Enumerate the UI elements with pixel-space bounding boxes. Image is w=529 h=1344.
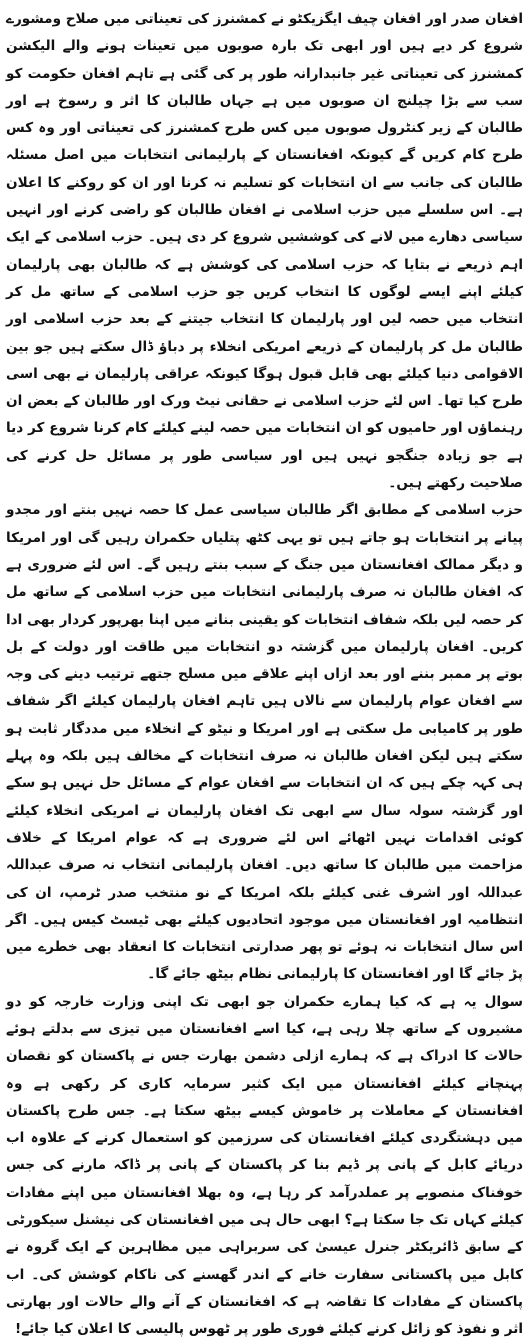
article-body: [6, 6, 523, 1344]
article-paragraph-2: حزب اسلامی کے مطابق اگر طالبان سیاسی عمل کا حصہ نہیں بنتے اور مجدو پیانے پر انتخابات ہو جاتے ہیں تو یہی کٹھ پتلیاں حکمران رہیں گی اور امریکا و دیگر ممالک افغانستان میں جنگ کے سبب بنتے رہیں گے۔ اس لئے ضروری ہے کہ افغان طالبان نہ صرف پارلیمانی انتخابات میں حزب اسلامی کے ساتھ مل کر حصہ لیں بلکہ شفاف انتخابات کو یقینی بنانے میں اپنا بھرپور کردار بھی ادا کریں۔ افغان پارلیمان میں گزشتہ دو انتخابات میں طاقت اور دولت کے بل بوتے پر ممبر بننے اور بعد ازاں اپنے علاقے میں مسلح جتھے ترتیب دینے کی وجہ سے افغان عوام پارلیمان سے نالاں ہیں تاہم افغان پارلیمان کیلئے اگر شفاف طور پر کامیابی مل سکتی ہے اور امریکا و نیٹو کے انخلاء میں مددگار ثابت ہو سکتے ہیں لیکن افغان طالبان نہ صرف انتخابات کے مخالف ہیں بلکہ وہ پہلے ہی کہہ چکے ہیں کہ ان انتخابات سے افغان عوام کے مسائل حل نہیں ہو سکے اور گزشتہ سولہ سال سے ابھی تک افغان پارلیمان نے امریکی انخلاء کیلئے کوئی اقدامات نہیں اٹھائے اس لئے ضروری ہے کہ عوام امریکا کے خلاف مزاحمت میں طالبان کا ساتھ دیں۔ افغان پارلیمانی انتخاب نہ صرف عبداللہ عبداللہ اور اشرف غنی کیلئے بلکہ امریکا کے نو منتخب صدر ٹرمپ، ان کی انتظامیہ اور افغانستان میں موجود اتحادیوں کیلئے بھی ٹیسٹ کیس ہیں۔ اگر اس سال انتخابات نہ ہوئے تو پھر صدارتی انتخابات کا انعقاد بھی خطرے میں پڑ جائے گا اور افغانستان کا پارلیمانی نظام بیٹھ جائے گا۔: [6, 502, 523, 983]
article-paragraph-3: سوال یہ ہے کہ کیا ہمارے حکمران جو ابھی تک اپنی وزارت خارجہ کو دو مشیروں کے ساتھ چلا رہی ہے، کیا اسے افغانستان میں تیزی سے بدلتے ہوئے حالات کا ادراک ہے کہ ہمارے ازلی دشمن بھارت جس نے پاکستان کو نقصان پہنچانے کیلئے افغانستان میں ایک کثیر سرمایہ کاری کر رکھی ہے وہ افغانستان کے معاملات پر خاموش کیسے بیٹھ سکتا ہے۔ جس طرح پاکستان میں دہشتگردی کیلئے افغانستان کی سرزمین کو استعمال کرنے کے علاوہ اب دریائے کابل کے پانی پر ڈیم بنا کر پاکستان کے پانی پر ڈاکہ مارنے کی جس خوفناک منصوبے پر عملدرآمد کر رہا ہے، وہ بھلا افغانستان میں اپنے مفادات کیلئے کہاں تک جا سکتا ہے؟ ابھی حال ہی میں افغانستان کی نیشنل سیکورٹی کے سابق ڈائریکٹر جنرل عیسیٰ کی سربراہی میں مظاہرین کے ایک گروہ نے کابل میں پاکستانی سفارت خانے کے اندر گھسنے کی ناکام کوشش کی۔ اب پاکستان کے مفادات کا تقاضہ ہے کہ افغانستان کے آنے والے حالات اور بھارتی اثر و نفوذ کو زائل کرنے کیلئے فوری طور پر ٹھوس پالیسی کا اعلان کیا جائے!: [6, 993, 523, 1338]
article-paragraph-1: افغان صدر اور افغان چیف ایگزیکٹو نے کمشنرز کی تعیناتی میں صلاح ومشورے شروع کر دیے ہیں اور ابھی تک بارہ صوبوں میں تعینات ہونے والے الیکشن کمشنرز کی تعیناتی غیر جانبدارانہ طور پر کی گئی ہے تاہم افغان حکومت کو سب سے بڑا چیلنج ان صوبوں میں ہے جہاں طالبان کا اثر و رسوخ ہے اور طالبان کے زیر کنٹرول صوبوں میں کس طرح کمشنرز کی تعیناتی اور وہ کس طرح کام کریں گے کیونکہ افغانستان کے پارلیمانی انتخابات میں اصل مسئلہ طالبان کی جانب سے ان انتخابات کو تسلیم نہ کرنا اور ان کو روکنے کا اعلان ہے۔ اس سلسلے میں حزب اسلامی نے افغان طالبان کو راضی کرنے اور انہیں سیاسی دھارے میں لانے کی کوششیں شروع کر دی ہیں۔ حزب اسلامی کے ایک اہم ذریعے نے بتایا کہ حزب اسلامی کی کوشش ہے کہ طالبان بھی پارلیمان کیلئے اپنے ایسے لوگوں کا انتخاب کریں جو حزب اسلامی کے ساتھ مل کر انتخاب میں حصہ لیں اور پارلیمان کا انتخاب جیتنے کے بعد حزب اسلامی اور طالبان مل کر پارلیمان کے ذریعے امریکی انخلاء پر دباؤ ڈال سکتے ہیں جو بین الاقوامی دنیا کیلئے بھی قابل قبول ہوگا کیونکہ عراقی پارلیمان نے بھی اسی طرح کیا تھا۔ اس لئے حزب اسلامی نے حقانی نیٹ ورک اور طالبان کے بعض ان رہنماؤں اور حامیوں کو ان انتخابات میں حصہ لینے کیلئے کام کرنا شروع کر دیا ہے جو زیادہ جنگجو نہیں ہیں اور سیاسی طور پر مسائل حل کرنے کی صلاحیت رکھتے ہیں۔: [6, 11, 523, 492]
